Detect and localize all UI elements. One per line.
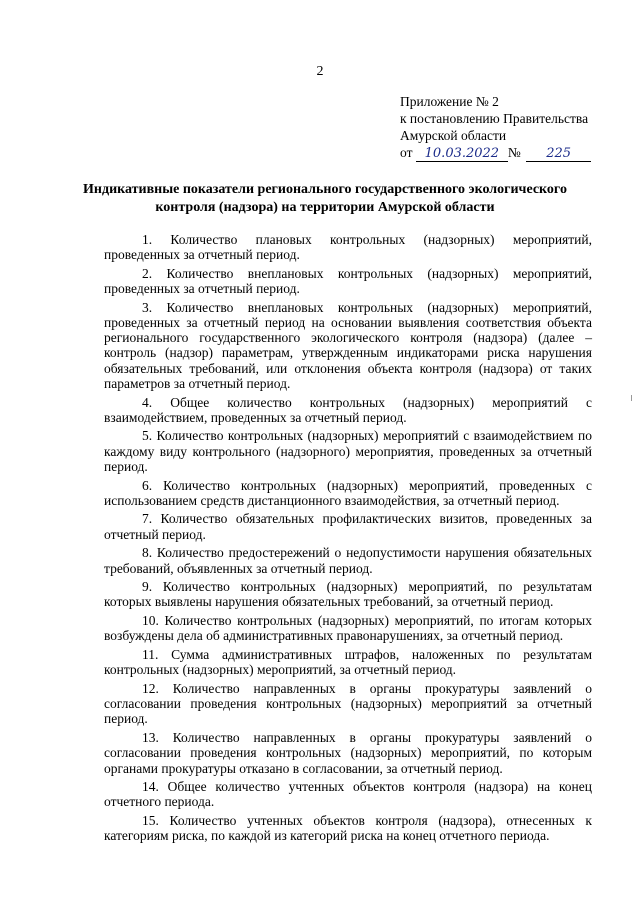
indicator-item: 14. Общее количество учтенных объектов контроля (надзора) на конец отчетного периода. bbox=[104, 779, 592, 810]
appendix-date-line bbox=[400, 144, 620, 162]
indicator-item: 3. Количество внеплановых контрольных (надзорных) мероприятий, проведенных за отчетный период на основании выявления соответствия объекта регионального государственного экологического контроля (надзора) (далее – контроль (надзор) параметрам, утвержденным индикаторами риска нарушения обязательных требований, или отклонения объекта контроля (надзора) от таких параметров за отчетный период. bbox=[104, 299, 592, 391]
indicator-item: 9. Количество контрольных (надзорных) мероприятий, по результатам которых выявлены нарушения обязательных требований, за отчетный период. bbox=[104, 579, 592, 610]
appendix-resolution: к постановлению Правительства bbox=[400, 111, 589, 126]
number-field bbox=[526, 144, 591, 162]
document-title bbox=[70, 181, 580, 217]
indicator-item: 5. Количество контрольных (надзорных) мероприятий с взаимодействием по каждому виду контрольного (надзорного) мероприятия, проведенных за отчетный период. bbox=[104, 428, 592, 474]
number-prefix: № bbox=[507, 145, 521, 160]
appendix-title: Приложение № 2 bbox=[400, 94, 499, 109]
scan-mark bbox=[631, 395, 632, 401]
indicator-item: 13. Количество направленных в органы прокуратуры заявлений о согласовании проведения контрольных (надзорных) мероприятий, по которым органами прокуратуры отказано в согласовании, за отчетный период. bbox=[104, 730, 592, 776]
indicator-item: 10. Количество контрольных (надзорных) мероприятий, по итогам которых возбуждены дела об административных правонарушениях, за отчетный период. bbox=[104, 613, 592, 644]
indicator-item: 4. Общее количество контрольных (надзорных) мероприятий с взаимодействием, проведенных за отчетный период. bbox=[104, 394, 592, 425]
date-field bbox=[416, 144, 508, 162]
indicator-item: 7. Количество обязательных профилактических визитов, проведенных за отчетный период. bbox=[104, 511, 592, 542]
document-title-line-1: Индикативные показатели регионального государственного экологического bbox=[83, 182, 567, 197]
appendix-block bbox=[400, 93, 620, 162]
appendix-region: Амурской области bbox=[400, 128, 507, 143]
indicator-item: 1. Количество плановых контрольных (надзорных) мероприятий, проведенных за отчетный период. bbox=[104, 232, 592, 263]
indicator-list bbox=[104, 232, 592, 847]
indicator-item: 6. Количество контрольных (надзорных) мероприятий, проведенных с использованием средств дистанционного взаимодействия, за отчетный период. bbox=[104, 477, 592, 508]
indicator-item: 12. Количество направленных в органы прокуратуры заявлений о согласовании проведения контрольных (надзорных) мероприятий за отчетный период. bbox=[104, 680, 592, 727]
indicator-item: 2. Количество внеплановых контрольных (надзорных) мероприятий, проведенных за отчетный период. bbox=[104, 265, 592, 297]
document-title-line-2: контроля (надзора) на территории Амурской области bbox=[155, 200, 495, 215]
indicator-item: 11. Сумма административных штрафов, наложенных по результатам контрольных (надзорных) мероприятий, за отчетный период. bbox=[104, 647, 592, 678]
indicator-item: 15. Количество учтенных объектов контроля (надзора), отнесенных к категориям риска, по каждой из категорий риска на конец отчетного периода. bbox=[104, 813, 592, 844]
handwritten-date: 10.03.2022 bbox=[424, 146, 500, 161]
page-number: 2 bbox=[316, 64, 324, 79]
handwritten-number: 225 bbox=[546, 146, 572, 161]
date-prefix: от bbox=[400, 145, 413, 160]
indicator-item: 8. Количество предостережений о недопустимости нарушения обязательных требований, объявленных за отчетный период. bbox=[104, 545, 592, 576]
